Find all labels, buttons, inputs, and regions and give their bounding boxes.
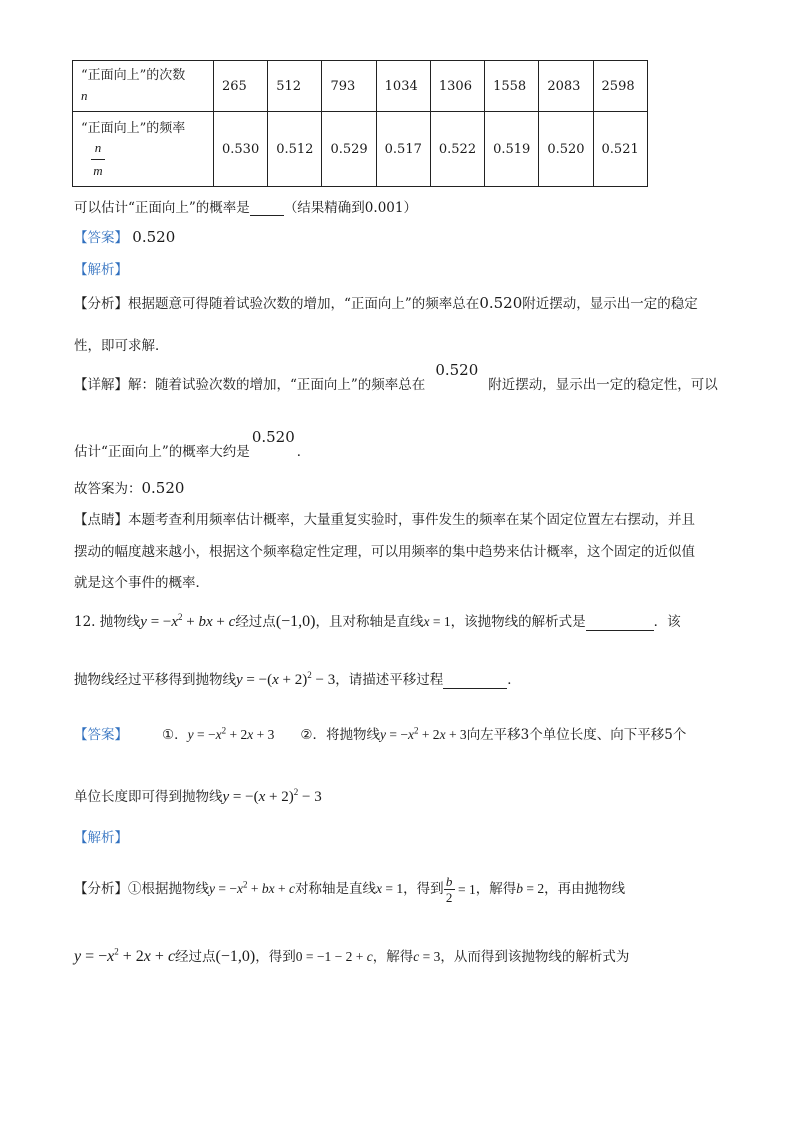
table-cell: 265 — [214, 61, 268, 112]
table-cell: 1306 — [430, 61, 484, 112]
q12-answer: 【答案】 ①．$y = -x^2 + 2x + 3$ ②．将抛物线$y = -x^2 + 2x + 3$向左平移3个单位长度、向下平移5个 — [74, 725, 687, 743]
q11-xiangjie: 【详解】解：随着试验次数的增加，“正面向上”的频率总在0.520附近摆动，显示出一定的稳定性，可以 — [74, 361, 718, 393]
table-cell: 1558 — [485, 61, 539, 112]
q12-answer-cont: 单位长度即可得到抛物线$y = -(x + 2)^2 - 3$ — [74, 787, 322, 805]
table-cell: 512 — [268, 61, 322, 112]
var-n: n — [81, 87, 88, 103]
table-row — [73, 112, 648, 187]
table-cell: 0.519 — [485, 112, 539, 187]
q12-stem-2: 抛物线经过平移得到抛物线$y = -(x + 2)^2 - 3$，请描述平移过程 ． — [74, 670, 521, 688]
q12-fenxi: 【分析】①根据抛物线$y = -x^2$ + bx + c对称轴是直线x = 1，得到 b 2 = 1，解得b = 2，再由抛物线 — [74, 874, 626, 905]
table-cell: 0.520 — [539, 112, 593, 187]
q11-dianjing-2: 摆动的幅度越来越小，根据这个频率稳定性定理，可以用频率的集中趋势来估计概率，这个固定的近似值 — [74, 544, 695, 560]
table-cell: 2598 — [593, 61, 647, 112]
table-cell: 793 — [322, 61, 376, 112]
q11-prompt: 可以估计“正面向上”的概率是 （结果精确到0.001） — [74, 200, 417, 216]
table-cell: 0.521 — [593, 112, 647, 187]
row-label-count: “正面向上”的次数 n — [73, 61, 214, 112]
q11-fenxi: 【分析】根据题意可得随着试验次数的增加，“正面向上”的频率总在0.520附近摆动，显示出一定的稳定 — [74, 294, 698, 312]
q11-answer: 【答案】 0.520 — [74, 228, 176, 246]
table-row — [73, 61, 648, 112]
q11-fenxi-cont: 性，即可求解． — [74, 338, 169, 354]
q11-analysis-tag: 【解析】 — [74, 262, 128, 278]
q11-dianjing-3: 就是这个事件的概率． — [74, 575, 209, 591]
table-cell: 1034 — [376, 61, 430, 112]
q12-fenxi-2: $y = -x^2 + 2x + c$经过点(−1,0)，得到0 = −1 − 2 + c，解得c = 3，从而得到该抛物线的解析式为 — [74, 946, 630, 965]
table-cell: 0.529 — [322, 112, 376, 187]
q12-stem: 12. 抛物线$y = -x^2$ + bx + c经过点(−1,0)，且对称轴是直线x = 1，该抛物线的解析式是 ．该 — [74, 612, 681, 630]
row-label-frequency: “正面向上”的频率 $\frac{n}{m}$ — [73, 112, 214, 187]
table-cell: 2083 — [539, 61, 593, 112]
q11-dianjing: 【点睛】本题考查利用频率估计概率，大量重复实验时，事件发生的频率在某个固定位置左右摆动，并且 — [74, 512, 695, 528]
fraction-n-over-m: $\frac{n}{m}$ — [91, 139, 105, 180]
q11-xiangjie-cont: 估计“正面向上”的概率大约是0.520． — [74, 428, 311, 460]
table-cell: 0.530 — [214, 112, 268, 187]
table-cell: 0.512 — [268, 112, 322, 187]
frequency-table — [72, 60, 648, 187]
q12-analysis-tag: 【解析】 — [74, 830, 128, 846]
table-cell: 0.517 — [376, 112, 430, 187]
q11-final-answer: 故答案为：0.520 — [74, 479, 185, 497]
table-cell: 0.522 — [430, 112, 484, 187]
